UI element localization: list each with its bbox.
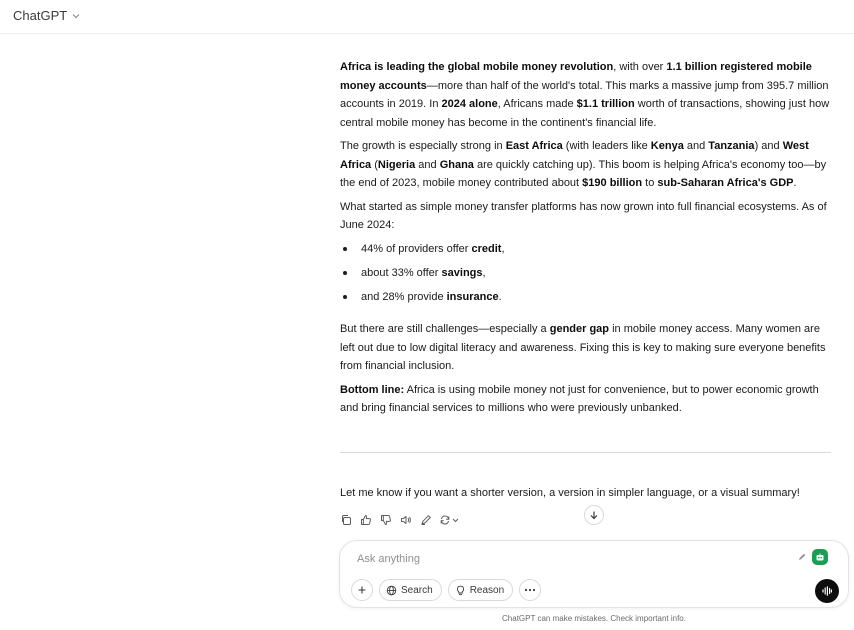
voice-mode-button[interactable] — [815, 579, 839, 603]
model-switcher[interactable] — [13, 8, 81, 23]
bold-text: $1.1 trillion — [576, 98, 635, 110]
pen-icon — [794, 549, 810, 565]
chevron-down-icon — [71, 11, 81, 21]
text: worth of transactions, showing just how central mobile money has become in the continent's financial life. — [340, 98, 830, 129]
read-aloud-icon[interactable] — [398, 512, 414, 528]
bold-text: Africa is leading the global mobile money revolution — [340, 61, 614, 73]
paragraph-4 — [340, 320, 832, 376]
lightbulb-icon — [455, 585, 466, 596]
add-attachment-button[interactable] — [351, 579, 373, 601]
paragraph-1 — [340, 58, 832, 132]
text: and — [683, 140, 709, 152]
bold-text: insurance — [446, 290, 499, 303]
disclaimer: ChatGPT can make mistakes. Check important info. — [502, 614, 686, 623]
bold-text: Ghana — [439, 158, 474, 171]
message-actions — [338, 512, 462, 528]
bold-text: savings — [441, 266, 483, 279]
text: . — [793, 177, 797, 189]
text: , — [501, 242, 505, 255]
text: , Africans made — [497, 98, 577, 110]
model-name: ChatGPT — [13, 8, 68, 23]
globe-icon — [386, 585, 397, 596]
text: The growth is especially strong in — [340, 140, 506, 152]
text: to — [642, 177, 658, 189]
extension-pill[interactable] — [794, 549, 828, 565]
bold-text: West Africa — [340, 140, 809, 171]
search-button[interactable] — [379, 579, 442, 601]
thumbs-down-icon[interactable] — [378, 512, 394, 528]
bold-text: 2024 alone — [441, 98, 498, 110]
bullet-list — [340, 240, 832, 307]
text: ( — [371, 158, 378, 171]
bold-text: credit — [471, 242, 502, 255]
text: ) and — [754, 140, 783, 152]
followup-text: Let me know if you want a shorter version, a version in simpler language, or a visual summary! — [340, 487, 800, 499]
paragraph-2 — [340, 137, 832, 193]
composer-tools — [351, 579, 541, 601]
prompt-input[interactable] — [357, 550, 777, 568]
scroll-to-bottom-button[interactable] — [584, 505, 604, 525]
bold-text: gender gap — [549, 323, 610, 335]
list-item — [340, 264, 832, 283]
more-options-button[interactable] — [519, 579, 541, 601]
bold-text: 1.1 billion registered mobile money accounts — [340, 61, 812, 92]
text: are quickly catching up). This boom is helping Africa's economy too—by the end of 2023, mobile money contributed about — [340, 158, 827, 189]
plus-icon — [357, 585, 367, 595]
thumbs-up-icon[interactable] — [358, 512, 374, 528]
bold-text: Kenya — [650, 140, 684, 152]
divider — [340, 452, 831, 453]
edit-canvas-icon[interactable] — [418, 512, 434, 528]
arrow-down-icon — [589, 510, 599, 520]
text: But there are still challenges—especially a — [340, 323, 550, 335]
text: Africa is using mobile money not just for convenience, but to power economic growth and bring financial services to millions who were previously unbanked. — [340, 383, 819, 414]
text: and 28% provide — [361, 290, 447, 303]
reason-button[interactable] — [448, 579, 513, 601]
top-bar — [0, 0, 854, 34]
bold-text: Nigeria — [377, 158, 416, 171]
text: about 33% offer — [361, 266, 442, 279]
bold-text: Bottom line: — [340, 383, 405, 396]
text: and — [415, 158, 440, 171]
text: . — [498, 290, 502, 303]
text: , with over — [613, 61, 667, 73]
bold-text: Tanzania — [708, 140, 755, 152]
text: in mobile money access. Many women are left out due to low digital literacy and awareness. Fixing this is key to making sure everyone benefits from financial inclusion. — [340, 323, 826, 372]
search-label: Search — [401, 584, 433, 596]
ellipsis-icon — [524, 588, 536, 592]
waveform-icon — [821, 585, 833, 597]
list-item — [340, 288, 832, 307]
bold-text: sub-Saharan Africa's GDP — [657, 177, 794, 189]
assistant-message — [340, 58, 832, 423]
text: —more than half of the world's total. This marks a massive jump from 395.7 million accounts in 2019. In — [340, 79, 829, 110]
copy-icon[interactable] — [338, 512, 354, 528]
text: , — [482, 266, 486, 279]
paragraph-3: What started as simple money transfer platforms has now grown into full financial ecosystems. As of June 2024: — [340, 200, 827, 231]
text: 44% of providers offer — [361, 242, 472, 255]
text: (with leaders like — [562, 140, 651, 152]
bold-text: $190 billion — [582, 177, 643, 189]
bot-icon — [812, 549, 828, 565]
reason-label: Reason — [469, 584, 505, 596]
composer — [339, 540, 849, 608]
paragraph-5 — [340, 381, 832, 418]
list-item — [340, 240, 832, 259]
regenerate-icon[interactable] — [438, 512, 462, 528]
bold-text: East Africa — [505, 140, 563, 152]
